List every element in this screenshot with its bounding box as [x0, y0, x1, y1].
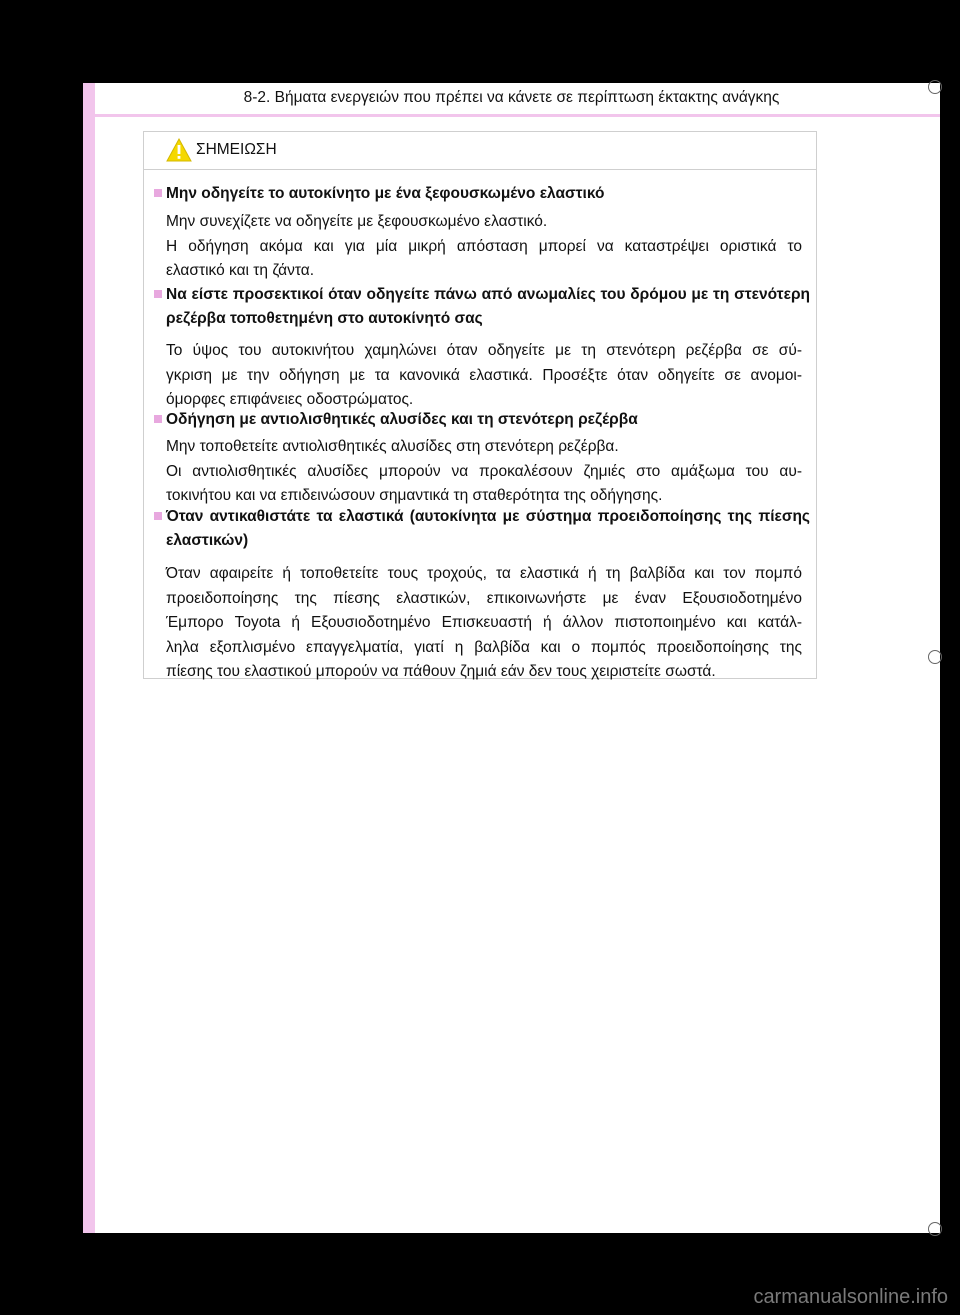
registration-mark	[928, 80, 942, 94]
registration-mark	[928, 1222, 942, 1236]
section-bullet	[154, 512, 162, 520]
body-line: Έμπορο Toyota ή Εξουσιοδοτημένο Επισκευαστή ή άλλον πιστοποιημένο και κατάλ-	[166, 614, 802, 631]
section-title: Να είστε προσεκτικοί όταν οδηγείτε πάνω από ανωμαλίες του δρόμου με τη στενότερη ρεζέρβα τοποθετημένη στο αυτοκίνητό σας	[166, 286, 810, 327]
warning-triangle-icon	[165, 137, 193, 163]
section-title: Όταν αντικαθιστάτε τα ελαστικά (αυτοκίνητα με σύστημα προειδοποίησης της πίεσης ελαστικών)	[166, 508, 810, 549]
section-body	[166, 339, 802, 413]
body-line: Οι αντιολισθητικές αλυσίδες μπορούν να προκαλέσουν ζημιές στο αμάξωμα του αυ-	[166, 462, 802, 480]
body-line: γκριση με την οδήγηση με τα κανονικά ελαστικά. Προσέξτε όταν οδηγείτε σε ανομοι-	[166, 366, 802, 384]
note-box	[143, 131, 817, 679]
section-bullet	[154, 415, 162, 423]
body-line: Η οδήγηση ακόμα και για μία μικρή απόσταση μπορεί να καταστρέψει οριστικά το	[166, 237, 802, 255]
body-line: ελαστικό και τη ζάντα.	[166, 262, 315, 279]
body-line: Το ύψος του αυτοκινήτου χαμηλώνει όταν οδηγείτε με τη στενότερη ρεζέρβα σε σύ-	[166, 342, 802, 359]
body-line: ληλα εξοπλισμένο επαγγελματία, γιατί η βαλβίδα και ο πομπός προειδοποίησης της	[166, 638, 802, 656]
watermark-text: carmanualsonline.info	[753, 1286, 948, 1308]
section-body	[166, 435, 802, 509]
section-bullet	[154, 189, 162, 197]
section-bullet	[154, 290, 162, 298]
body-line: προειδοποίησης της πίεσης ελαστικών, επικοινωνήστε με έναν Εξουσιοδοτημένο	[166, 589, 802, 607]
section-title: Οδήγηση με αντιολισθητικές αλυσίδες και τη στενότερη ρεζέρβα	[166, 411, 638, 428]
body-line: Μην συνεχίζετε να οδηγείτε με ξεφουσκωμένο ελαστικό.	[166, 213, 548, 230]
note-title: ΣΗΜΕΙΩΣΗ	[196, 141, 277, 158]
section-title: Μην οδηγείτε το αυτοκίνητο με ένα ξεφουσκωμένο ελαστικό	[166, 185, 605, 202]
page-header-title: 8-2. Βήματα ενεργειών που πρέπει να κάνετε σε περίπτωση έκτακτης ανάγκης	[243, 89, 780, 106]
body-line: Μην τοποθετείτε αντιολισθητικές αλυσίδες στη στενότερη ρεζέρβα.	[166, 438, 619, 455]
note-header	[144, 132, 816, 170]
section-body	[166, 210, 802, 284]
registration-mark	[928, 650, 942, 664]
page-side-strip	[83, 83, 95, 1233]
section-body	[166, 562, 802, 685]
header-rule	[83, 114, 940, 117]
manual-page	[83, 83, 940, 1233]
body-line: τοκινήτου και να επιδεινώσουν σημαντικά τη σταθερότητα της οδήγησης.	[166, 487, 663, 504]
body-line: Όταν αφαιρείτε ή τοποθετείτε τους τροχούς, τα ελαστικά ή τη βαλβίδα και τον πομπό	[166, 565, 802, 582]
body-line: πίεσης του ελαστικού μπορούν να πάθουν ζημιά εάν δεν τους χειριστείτε σωστά.	[166, 663, 716, 680]
body-line: όμορφες επιφάνειες οδοστρώματος.	[166, 391, 414, 408]
